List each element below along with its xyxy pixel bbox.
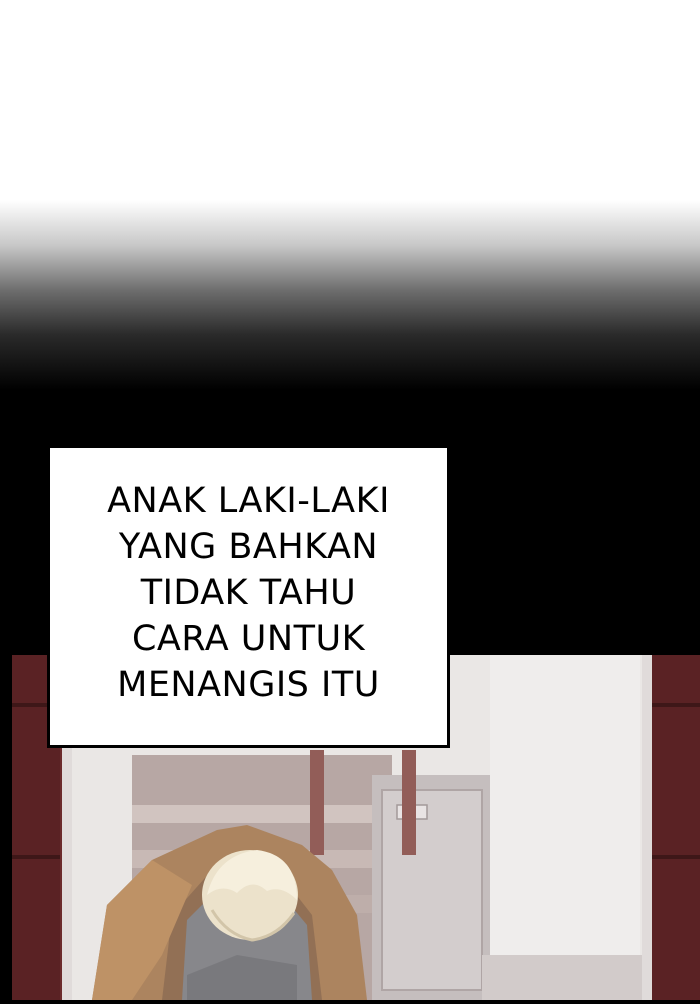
caption-line-1: ANAK LAKI-LAKI: [107, 480, 390, 521]
gradient-background: [0, 0, 700, 420]
caption-line-5: MENANGIS ITU: [117, 664, 380, 705]
caption-line-2: YANG BAHKAN: [118, 526, 379, 567]
caption-box: [47, 445, 450, 748]
caption-line-4: CARA UNTUK: [131, 618, 366, 659]
caption-text: [107, 478, 390, 708]
caption-line-3: TIDAK TAHU: [140, 572, 357, 613]
